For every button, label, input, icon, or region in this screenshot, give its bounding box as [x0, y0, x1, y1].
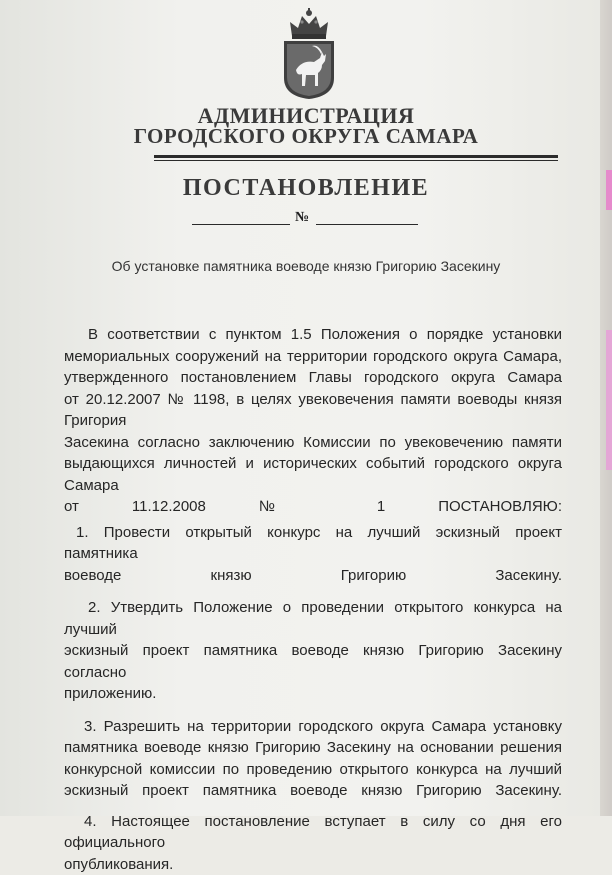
- intro-line: утвержденного постановлением Главы городского округа Самара: [64, 369, 562, 386]
- date-blank-line: [192, 224, 290, 225]
- organization-name-line-1: АДМИНИСТРАЦИЯ: [0, 103, 612, 129]
- number-blank-line: [316, 224, 418, 225]
- item-line: эскизный проект памятника воеводе князю Григорию Засекину.: [64, 782, 562, 799]
- organization-name-line-2: ГОРОДСКОГО ОКРУГА САМАРА: [0, 124, 612, 149]
- document-number-line: [192, 212, 418, 230]
- item-line: 4. Настоящее постановление вступает в силу со дня его официального: [64, 813, 562, 852]
- intro-line: от 11.12.2008 № 1 ПОСТАНОВЛЯЮ:: [64, 498, 562, 515]
- intro-paragraph: [64, 324, 562, 518]
- intro-line: выдающихся личностей и исторических событий городского округа Самара: [64, 455, 562, 494]
- intro-line: мемориальных сооружений на территории городского округа Самара,: [64, 348, 562, 365]
- document-type-title: ПОСТАНОВЛЕНИЕ: [0, 175, 612, 202]
- item-line: конкурсной комиссии по проведению открытого конкурса на лучший: [64, 761, 562, 778]
- pink-marker-edge: [606, 170, 612, 210]
- item-line: 3. Разрешить на территории городского округа Самара установку: [84, 718, 562, 735]
- intro-line: от 20.12.2007 № 1198, в целях увековечения памяти воеводы князя Григория: [64, 391, 562, 430]
- item-line: 2. Утвердить Положение о проведении открытого конкурса на лучший: [64, 599, 562, 638]
- document-body: [64, 324, 562, 875]
- header-rule-thin: [154, 160, 558, 161]
- item-line: приложению.: [64, 685, 156, 702]
- resolution-item-3: [64, 716, 562, 802]
- document-subject: Об установке памятника воеводе князю Григорию Засекину: [0, 258, 612, 274]
- item-line: 1. Провести открытый конкурс на лучший эскизный проект памятника: [64, 524, 562, 563]
- resolution-item-1: [64, 522, 562, 587]
- number-sign: №: [295, 210, 309, 226]
- header-rule-thick: [154, 155, 558, 158]
- pink-marker-edge: [606, 330, 612, 470]
- item-line: воеводе князю Григорию Засекину.: [64, 567, 562, 584]
- resolution-item-2: [64, 597, 562, 705]
- resolution-item-4: [64, 811, 562, 875]
- item-line: памятника воеводе князю Григорию Засекину на основании решения: [64, 739, 562, 756]
- intro-line: Засекина согласно заключению Комиссии по увековечению памяти: [64, 434, 562, 451]
- item-line: опубликования.: [64, 856, 173, 873]
- item-line: эскизный проект памятника воеводе князю Григорию Засекину согласно: [64, 642, 562, 681]
- intro-line: В соответствии с пунктом 1.5 Положения о порядке установки: [88, 326, 562, 343]
- samara-coat-of-arms-icon: [278, 8, 340, 100]
